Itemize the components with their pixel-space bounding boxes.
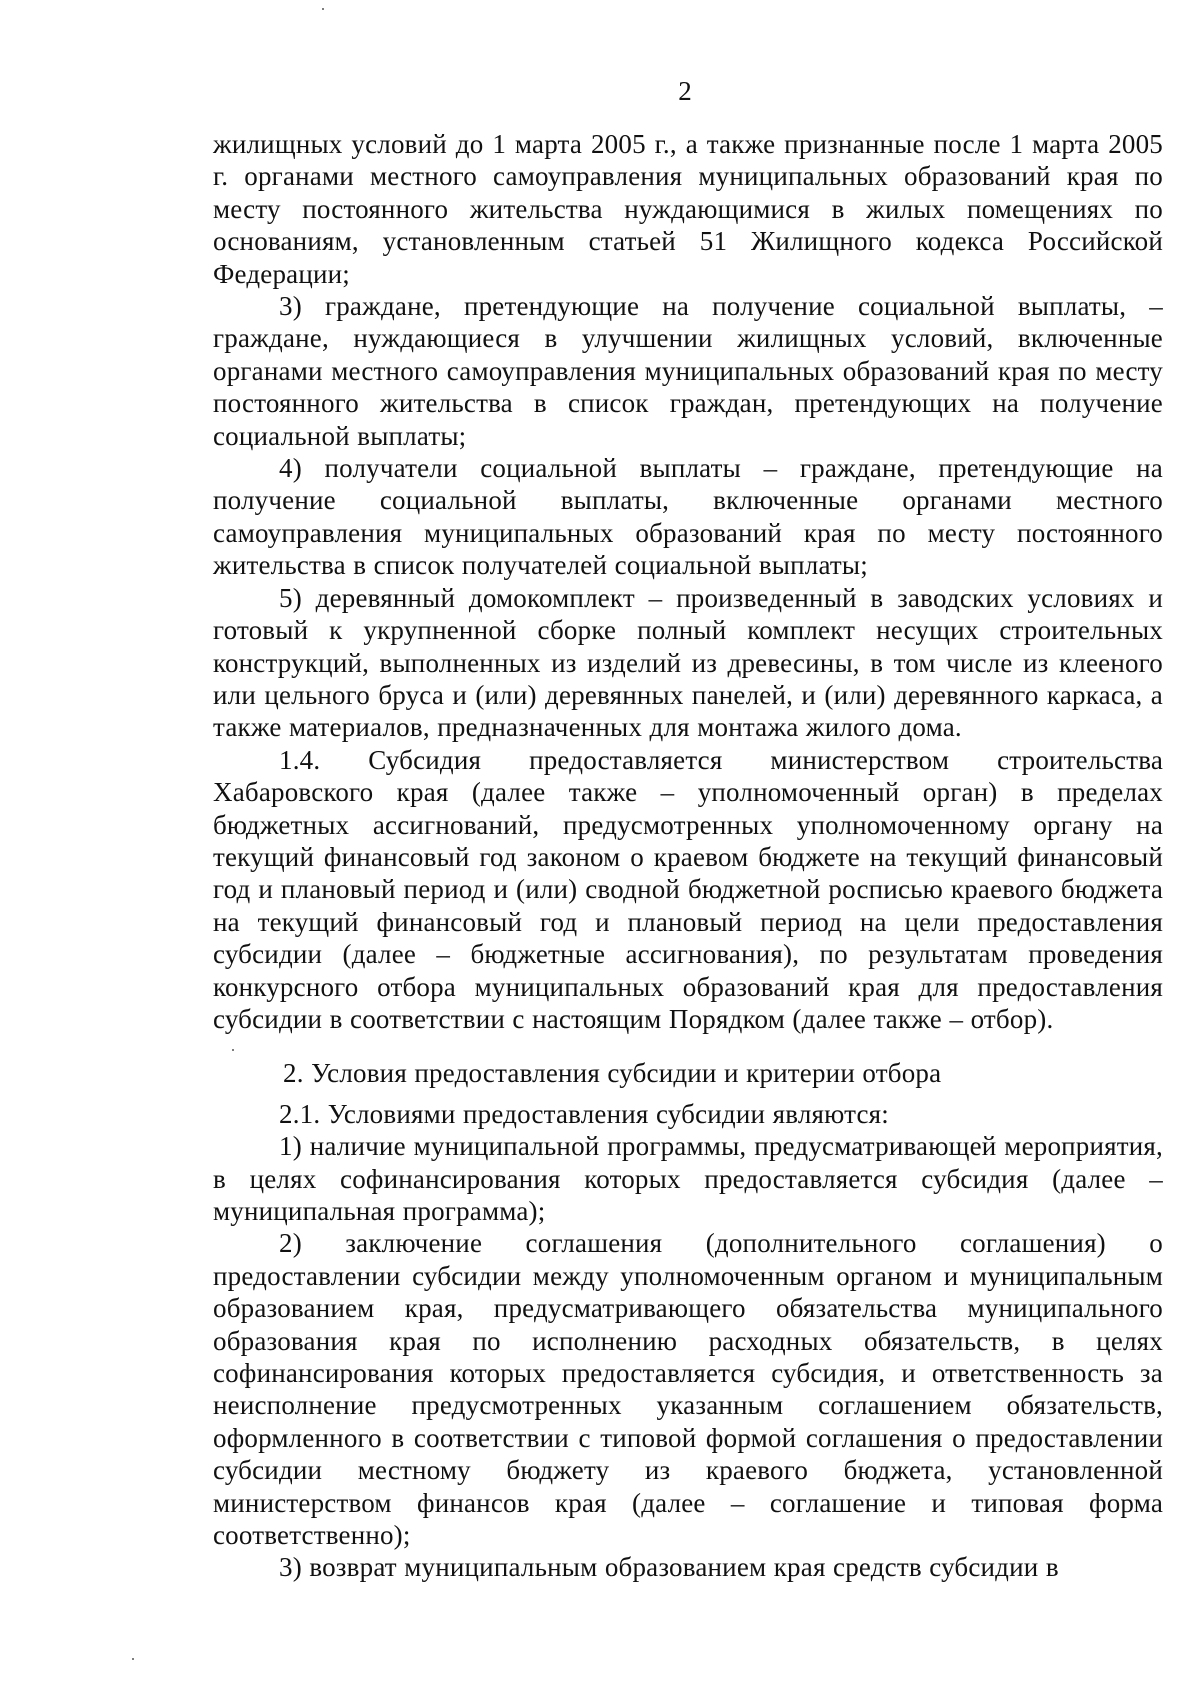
paragraph-1-4: 1.4. Субсидия предоставляется министерством строительства Хабаровского края (далее также – уполномоченный орган) в пределах бюджетных ассигнований, предусмотренных уполномоченному органу на текущий финансовый год законом о краевом бюджете на текущий финансовый год и плановый период и (или) сводной бюджетной росписью краевого бюджета на текущий финансовый год и плановый период на цели предоставления субсидии (далее – бюджетные ассигнования), по результатам проведения конкурсного отбора муниципальных образований края для предоставления субсидии в соответствии с настоящим Порядком (далее также – отбор). — [213, 744, 1163, 1034]
paragraph-condition-1: 1) наличие муниципальной программы, предусматривающей мероприятия, в целях софинансирования которых предоставляется субсидия (далее – муниципальная программа); — [213, 1131, 1163, 1226]
paragraph-item-4: 4) получатели социальной выплаты – граждане, претендующие на получение социальной выплаты, включенные органами местного самоуправления муниципальных образований края по месту постоянного жительства в список получателей социальной выплаты; — [213, 453, 1163, 581]
paragraph-2-1: 2.1. Условиями предоставления субсидии являются: — [279, 1098, 889, 1129]
scan-speck — [322, 8, 324, 10]
paragraph-item-5: 5) деревянный домокомплект – произведенный в заводских условиях и готовый к укрупненной сборке полный комплект несущих строительных конструкций, выполненных из изделий из древесины, в том числе из клееного или цельного бруса и (или) деревянных панелей, и (или) деревянного каркаса, а также материалов, предназначенных для монтажа жилого дома. — [213, 582, 1163, 743]
paragraph-housing-conditions: жилищных условий до 1 марта 2005 г., а также признанные после 1 марта 2005 г. органами местного самоуправления муниципальных образований края по месту постоянного жительства нуждающимися в жилых помещениях по основаниям, установленным статьей 51 Жилищного кодекса Российской Федерации; — [213, 129, 1163, 289]
paragraph-condition-3: 3) возврат муниципальным образованием края средств субсидии в — [279, 1552, 1059, 1583]
paragraph-condition-2: 2) заключение соглашения (дополнительного соглашения) о предоставлении субсидии между уполномоченным органом и муниципальным образованием края, предусматривающего обязательства муниципального образования края по исполнению расходных обязательств, в целях софинансирования которых предоставляется субсидия, и ответственность за неисполнение предусмотренных указанным соглашением обязательств, оформленного в соответствии с типовой формой соглашения о предоставлении субсидии местному бюджету из краевого бюджета, установленной министерством финансов края (далее – соглашение и типовая форма соответственно); — [213, 1228, 1163, 1551]
page-number: 2 — [678, 76, 692, 106]
paragraph-item-3: 3) граждане, претендующие на получение социальной выплаты, – граждане, нуждающиеся в улучшении жилищных условий, включенные органами местного самоуправления муниципальных образований края по месту постоянного жительства в список граждан, претендующих на получение социальной выплаты; — [213, 291, 1163, 451]
scan-speck — [232, 1049, 234, 1051]
scan-speck — [132, 1658, 134, 1660]
document-body — [213, 128, 1163, 1584]
section-heading: 2. Условия предоставления субсидии и критерии отбора — [283, 1058, 942, 1089]
